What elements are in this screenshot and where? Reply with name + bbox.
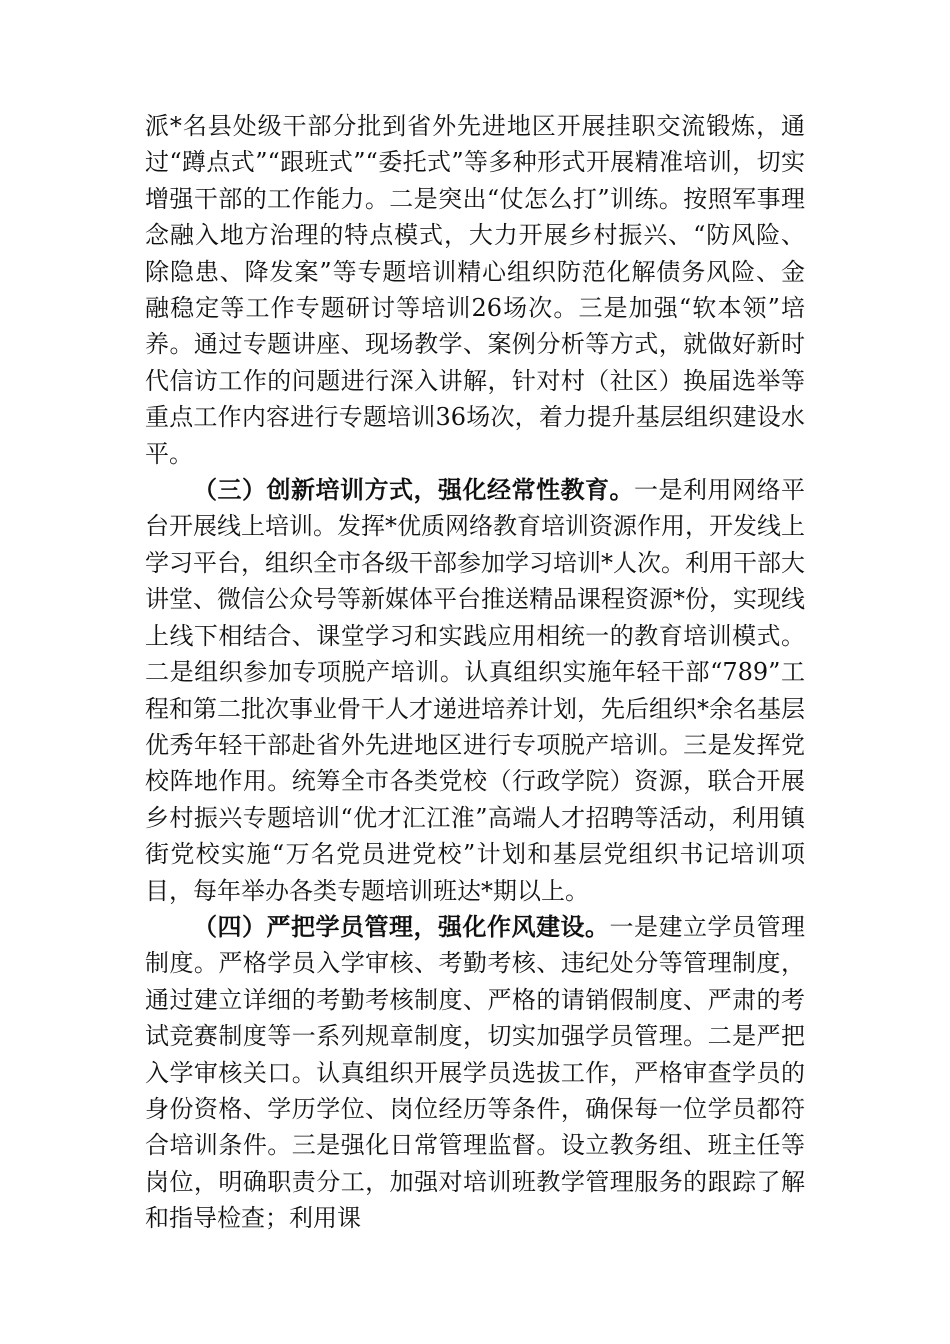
section-heading: （三）创新培训方式，强化经常性教育。 xyxy=(193,475,634,505)
paragraph-section-4 xyxy=(145,909,805,1237)
paragraph-continuation xyxy=(145,108,805,472)
paragraph-section-3 xyxy=(145,472,805,909)
section-heading: （四）严把学员管理，强化作风建设。 xyxy=(193,911,610,941)
document-page xyxy=(145,108,805,1237)
paragraph-body: 一是建立学员管理制度。严格学员入学审核、考勤考核、违纪处分等管理制度，通过建立详细的考勤考核制度、严格的请销假制度、严肃的考试竞赛制度等一系列规章制度，切实加强学员管理。二是严把入学审核关口。认真组织开展学员选拔工作，严格审查学员的身份资格、学历学位、岗位经历等条件，确保每一位学员都符合培训条件。三是强化日常管理监督。设立教务组、班主任等岗位，明确职责分工，加强对培训班教学管理服务的跟踪了解和指导检查；利用课 xyxy=(145,912,805,1233)
paragraph-body: 一是利用网络平台开展线上培训。发挥*优质网络教育培训资源作用，开发线上学习平台，组织全市各级干部参加学习培训*人次。利用干部大讲堂、微信公众号等新媒体平台推送精品课程资源*份，实现线上线下相结合、课堂学习和实践应用相统一的教育培训模式。二是组织参加专项脱产培训。认真组织实施年轻干部“789”工程和第二批次事业骨干人才递进培养计划，先后组织*余名基层优秀年轻干部赴省外先进地区进行专项脱产培训。三是发挥党校阵地作用。统筹全市各类党校（行政学院）资源，联合开展乡村振兴专题培训“优才汇江淮”高端人才招聘等活动，利用镇街党校实施“万名党员进党校”计划和基层党组织书记培训项目，每年举办各类专题培训班达*期以上。 xyxy=(145,476,805,905)
paragraph-body: 派*名县处级干部分批到省外先进地区开展挂职交流锻炼，通过“蹲点式”“跟班式”“委托式”等多种形式开展精准培训，切实增强干部的工作能力。二是突出“仗怎么打”训练。按照军事理念融入地方治理的特点模式，大力开展乡村振兴、“防风险、除隐患、降发案”等专题培训精心组织防范化解债务风险、金融稳定等工作专题研讨等培训26场次。三是加强“软本领”培养。通过专题讲座、现场教学、案例分析等方式，就做好新时代信访工作的问题进行深入讲解，针对村（社区）换届选举等重点工作内容进行专题培训36场次，着力提升基层组织建设水平。 xyxy=(145,112,805,468)
